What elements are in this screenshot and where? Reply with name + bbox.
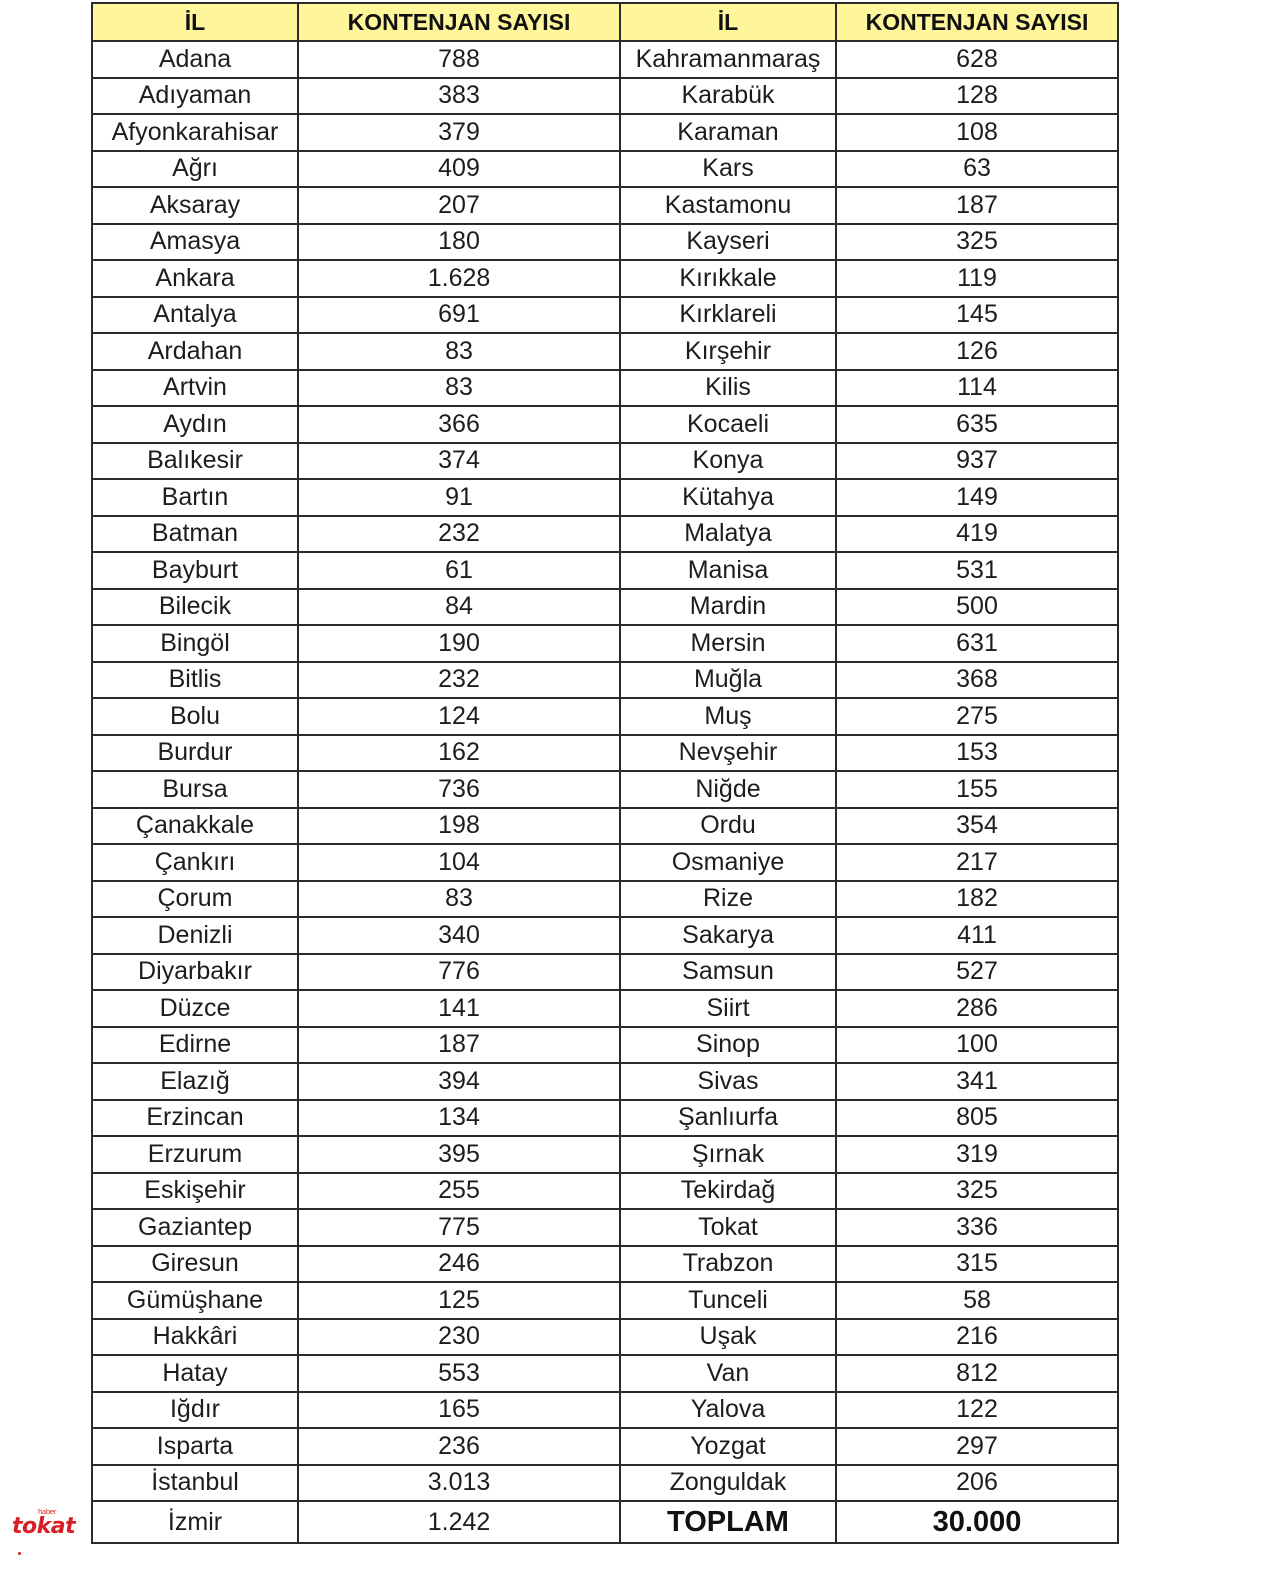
quota-value: 108 bbox=[836, 114, 1118, 151]
table-row bbox=[92, 1319, 1118, 1356]
province-name: Trabzon bbox=[620, 1246, 836, 1283]
quota-value: 84 bbox=[298, 589, 620, 626]
province-name: Hatay bbox=[92, 1355, 298, 1392]
quota-value: 61 bbox=[298, 552, 620, 589]
quota-value: 134 bbox=[298, 1100, 620, 1137]
province-name: Isparta bbox=[92, 1428, 298, 1465]
province-name: Tokat bbox=[620, 1209, 836, 1246]
quota-value: 232 bbox=[298, 516, 620, 553]
province-name: Yalova bbox=[620, 1392, 836, 1429]
quota-value: 340 bbox=[298, 917, 620, 954]
province-name: Gaziantep bbox=[92, 1209, 298, 1246]
quota-value: 128 bbox=[836, 78, 1118, 115]
province-name: Nevşehir bbox=[620, 735, 836, 772]
table-row bbox=[92, 78, 1118, 115]
table-row bbox=[92, 990, 1118, 1027]
province-name: Rize bbox=[620, 881, 836, 918]
province-name: Samsun bbox=[620, 954, 836, 991]
quota-value: 275 bbox=[836, 698, 1118, 735]
table-row bbox=[92, 260, 1118, 297]
table-row bbox=[92, 297, 1118, 334]
header-quota-right: KONTENJAN SAYISI bbox=[836, 3, 1118, 41]
province-name: Sinop bbox=[620, 1027, 836, 1064]
province-name: Manisa bbox=[620, 552, 836, 589]
quota-value: 206 bbox=[836, 1465, 1118, 1502]
province-name: Aydın bbox=[92, 406, 298, 443]
quota-value: 153 bbox=[836, 735, 1118, 772]
quota-value: 141 bbox=[298, 990, 620, 1027]
quota-value: 395 bbox=[298, 1136, 620, 1173]
quota-value: 286 bbox=[836, 990, 1118, 1027]
quota-value: 394 bbox=[298, 1063, 620, 1100]
province-name: Muş bbox=[620, 698, 836, 735]
quota-value: 100 bbox=[836, 1027, 1118, 1064]
quota-value: 336 bbox=[836, 1209, 1118, 1246]
province-name: Sakarya bbox=[620, 917, 836, 954]
tokat-haber-logo bbox=[12, 1508, 76, 1539]
table-row bbox=[92, 698, 1118, 735]
table-row bbox=[92, 114, 1118, 151]
quota-value: 383 bbox=[298, 78, 620, 115]
quota-table bbox=[91, 2, 1119, 1544]
quota-value: 379 bbox=[298, 114, 620, 151]
quota-value: 341 bbox=[836, 1063, 1118, 1100]
quota-value: 366 bbox=[298, 406, 620, 443]
table-row bbox=[92, 1501, 1118, 1543]
logo-tagline: haber bbox=[38, 1508, 56, 1516]
province-name: Bolu bbox=[92, 698, 298, 735]
quota-value: 187 bbox=[836, 187, 1118, 224]
table-row bbox=[92, 1355, 1118, 1392]
quota-table-sheet bbox=[91, 2, 1117, 1544]
province-name: Bayburt bbox=[92, 552, 298, 589]
province-name: Kocaeli bbox=[620, 406, 836, 443]
quota-value: 83 bbox=[298, 881, 620, 918]
province-name: İzmir bbox=[92, 1501, 298, 1543]
province-name: Van bbox=[620, 1355, 836, 1392]
province-name: Iğdır bbox=[92, 1392, 298, 1429]
province-name: Batman bbox=[92, 516, 298, 553]
quota-value: 775 bbox=[298, 1209, 620, 1246]
quota-value: 63 bbox=[836, 151, 1118, 188]
province-name: Niğde bbox=[620, 771, 836, 808]
quota-value: 527 bbox=[836, 954, 1118, 991]
province-name: Kars bbox=[620, 151, 836, 188]
province-name: İstanbul bbox=[92, 1465, 298, 1502]
table-row bbox=[92, 479, 1118, 516]
province-name: Siirt bbox=[620, 990, 836, 1027]
province-name: Burdur bbox=[92, 735, 298, 772]
quota-value: 149 bbox=[836, 479, 1118, 516]
quota-value: 3.013 bbox=[298, 1465, 620, 1502]
province-name: Afyonkarahisar bbox=[92, 114, 298, 151]
table-row bbox=[92, 1027, 1118, 1064]
table-row bbox=[92, 917, 1118, 954]
table-row bbox=[92, 1136, 1118, 1173]
table-row bbox=[92, 662, 1118, 699]
table-body bbox=[92, 41, 1118, 1543]
quota-value: 122 bbox=[836, 1392, 1118, 1429]
province-name: Kastamonu bbox=[620, 187, 836, 224]
table-row bbox=[92, 589, 1118, 626]
quota-value: 232 bbox=[298, 662, 620, 699]
table-row bbox=[92, 735, 1118, 772]
table-row bbox=[92, 224, 1118, 261]
province-name: Uşak bbox=[620, 1319, 836, 1356]
table-row bbox=[92, 41, 1118, 78]
header-province-right: İL bbox=[620, 3, 836, 41]
table-row bbox=[92, 406, 1118, 443]
province-name: Şırnak bbox=[620, 1136, 836, 1173]
province-name: Hakkâri bbox=[92, 1319, 298, 1356]
quota-value: 83 bbox=[298, 370, 620, 407]
quota-value: 736 bbox=[298, 771, 620, 808]
province-name: Elazığ bbox=[92, 1063, 298, 1100]
table-row bbox=[92, 1100, 1118, 1137]
quota-value: 230 bbox=[298, 1319, 620, 1356]
quota-value: 531 bbox=[836, 552, 1118, 589]
quota-value: 216 bbox=[836, 1319, 1118, 1356]
quota-value: 500 bbox=[836, 589, 1118, 626]
quota-value: 58 bbox=[836, 1282, 1118, 1319]
province-name: Çankırı bbox=[92, 844, 298, 881]
quota-value: 162 bbox=[298, 735, 620, 772]
province-name: Osmaniye bbox=[620, 844, 836, 881]
header-row bbox=[92, 3, 1118, 41]
table-row bbox=[92, 552, 1118, 589]
quota-value: 319 bbox=[836, 1136, 1118, 1173]
province-name: Karabük bbox=[620, 78, 836, 115]
quota-value: 1.242 bbox=[298, 1501, 620, 1543]
table-row bbox=[92, 151, 1118, 188]
province-name: Kilis bbox=[620, 370, 836, 407]
quota-value: 187 bbox=[298, 1027, 620, 1064]
quota-value: 198 bbox=[298, 808, 620, 845]
quota-value: 374 bbox=[298, 443, 620, 480]
province-name: Bursa bbox=[92, 771, 298, 808]
province-name: Bingöl bbox=[92, 625, 298, 662]
quota-value: 411 bbox=[836, 917, 1118, 954]
province-name: Eskişehir bbox=[92, 1173, 298, 1210]
quota-value: 207 bbox=[298, 187, 620, 224]
quota-value: 114 bbox=[836, 370, 1118, 407]
quota-value: 788 bbox=[298, 41, 620, 78]
total-label: TOPLAM bbox=[620, 1501, 836, 1543]
quota-value: 91 bbox=[298, 479, 620, 516]
table-row bbox=[92, 1246, 1118, 1283]
quota-value: 126 bbox=[836, 333, 1118, 370]
province-name: Edirne bbox=[92, 1027, 298, 1064]
quota-value: 180 bbox=[298, 224, 620, 261]
table-row bbox=[92, 844, 1118, 881]
province-name: Erzincan bbox=[92, 1100, 298, 1137]
quota-value: 631 bbox=[836, 625, 1118, 662]
table-row bbox=[92, 187, 1118, 224]
province-name: Antalya bbox=[92, 297, 298, 334]
quota-value: 119 bbox=[836, 260, 1118, 297]
quota-value: 354 bbox=[836, 808, 1118, 845]
province-name: Mersin bbox=[620, 625, 836, 662]
province-name: Amasya bbox=[92, 224, 298, 261]
table-row bbox=[92, 1428, 1118, 1465]
province-name: Adıyaman bbox=[92, 78, 298, 115]
province-name: Karaman bbox=[620, 114, 836, 151]
quota-value: 104 bbox=[298, 844, 620, 881]
province-name: Ağrı bbox=[92, 151, 298, 188]
province-name: Zonguldak bbox=[620, 1465, 836, 1502]
province-name: Kırşehir bbox=[620, 333, 836, 370]
quota-value: 635 bbox=[836, 406, 1118, 443]
quota-value: 125 bbox=[298, 1282, 620, 1319]
table-row bbox=[92, 1465, 1118, 1502]
province-name: Tekirdağ bbox=[620, 1173, 836, 1210]
quota-value: 776 bbox=[298, 954, 620, 991]
quota-value: 812 bbox=[836, 1355, 1118, 1392]
province-name: Sivas bbox=[620, 1063, 836, 1100]
table-row bbox=[92, 771, 1118, 808]
header-quota-left: KONTENJAN SAYISI bbox=[298, 3, 620, 41]
province-name: Artvin bbox=[92, 370, 298, 407]
quota-value: 325 bbox=[836, 1173, 1118, 1210]
province-name: Kırıkkale bbox=[620, 260, 836, 297]
province-name: Denizli bbox=[92, 917, 298, 954]
table-row bbox=[92, 1282, 1118, 1319]
province-name: Ankara bbox=[92, 260, 298, 297]
quota-value: 83 bbox=[298, 333, 620, 370]
province-name: Düzce bbox=[92, 990, 298, 1027]
logo-brand: tokat bbox=[12, 1514, 76, 1539]
table-row bbox=[92, 1209, 1118, 1246]
province-name: Giresun bbox=[92, 1246, 298, 1283]
province-name: Konya bbox=[620, 443, 836, 480]
province-name: Aksaray bbox=[92, 187, 298, 224]
quota-value: 691 bbox=[298, 297, 620, 334]
quota-value: 255 bbox=[298, 1173, 620, 1210]
province-name: Tunceli bbox=[620, 1282, 836, 1319]
table-header bbox=[92, 3, 1118, 41]
total-value: 30.000 bbox=[836, 1501, 1118, 1543]
quota-value: 628 bbox=[836, 41, 1118, 78]
province-name: Balıkesir bbox=[92, 443, 298, 480]
quota-value: 419 bbox=[836, 516, 1118, 553]
province-name: Ardahan bbox=[92, 333, 298, 370]
province-name: Bartın bbox=[92, 479, 298, 516]
table-row bbox=[92, 625, 1118, 662]
province-name: Erzurum bbox=[92, 1136, 298, 1173]
quota-value: 124 bbox=[298, 698, 620, 735]
logo-dot-icon bbox=[18, 1552, 21, 1555]
table-row bbox=[92, 1173, 1118, 1210]
table-row bbox=[92, 370, 1118, 407]
province-name: Adana bbox=[92, 41, 298, 78]
quota-value: 553 bbox=[298, 1355, 620, 1392]
quota-value: 236 bbox=[298, 1428, 620, 1465]
quota-value: 409 bbox=[298, 151, 620, 188]
province-name: Malatya bbox=[620, 516, 836, 553]
province-name: Çanakkale bbox=[92, 808, 298, 845]
table-row bbox=[92, 881, 1118, 918]
province-name: Kırklareli bbox=[620, 297, 836, 334]
quota-value: 217 bbox=[836, 844, 1118, 881]
quota-value: 315 bbox=[836, 1246, 1118, 1283]
province-name: Muğla bbox=[620, 662, 836, 699]
quota-value: 165 bbox=[298, 1392, 620, 1429]
header-province-left: İL bbox=[92, 3, 298, 41]
quota-value: 325 bbox=[836, 224, 1118, 261]
quota-value: 246 bbox=[298, 1246, 620, 1283]
quota-value: 805 bbox=[836, 1100, 1118, 1137]
province-name: Ordu bbox=[620, 808, 836, 845]
quota-value: 368 bbox=[836, 662, 1118, 699]
province-name: Kütahya bbox=[620, 479, 836, 516]
table-row bbox=[92, 516, 1118, 553]
quota-value: 1.628 bbox=[298, 260, 620, 297]
table-row bbox=[92, 1392, 1118, 1429]
province-name: Bitlis bbox=[92, 662, 298, 699]
province-name: Çorum bbox=[92, 881, 298, 918]
quota-value: 297 bbox=[836, 1428, 1118, 1465]
province-name: Yozgat bbox=[620, 1428, 836, 1465]
quota-value: 145 bbox=[836, 297, 1118, 334]
table-row bbox=[92, 954, 1118, 991]
table-row bbox=[92, 443, 1118, 480]
table-row bbox=[92, 1063, 1118, 1100]
province-name: Mardin bbox=[620, 589, 836, 626]
province-name: Kayseri bbox=[620, 224, 836, 261]
quota-value: 190 bbox=[298, 625, 620, 662]
table-row bbox=[92, 333, 1118, 370]
province-name: Şanlıurfa bbox=[620, 1100, 836, 1137]
province-name: Diyarbakır bbox=[92, 954, 298, 991]
quota-value: 182 bbox=[836, 881, 1118, 918]
table-row bbox=[92, 808, 1118, 845]
quota-value: 937 bbox=[836, 443, 1118, 480]
province-name: Kahramanmaraş bbox=[620, 41, 836, 78]
province-name: Gümüşhane bbox=[92, 1282, 298, 1319]
province-name: Bilecik bbox=[92, 589, 298, 626]
quota-value: 155 bbox=[836, 771, 1118, 808]
